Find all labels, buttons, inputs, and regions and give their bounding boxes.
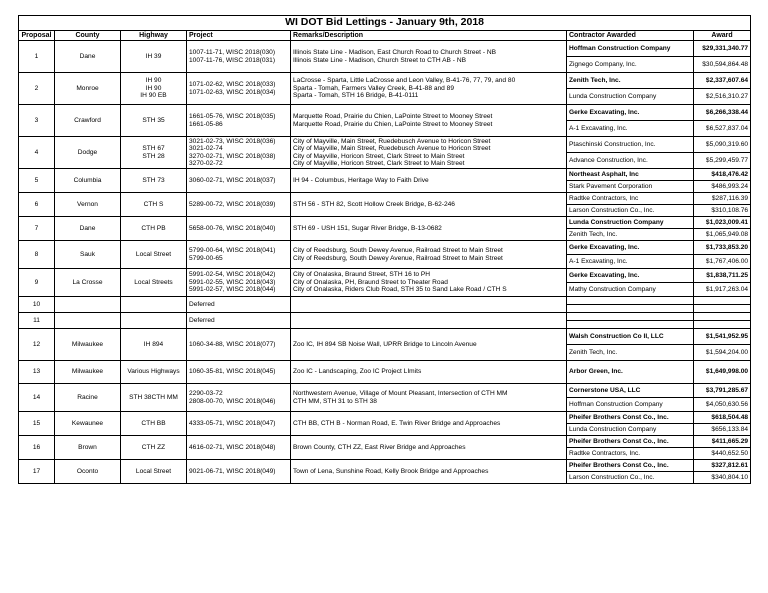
remarks-line: Zoo IC, IH 894 SB Noise Wall, UPRR Bridge to Lincoln Avenue (293, 340, 477, 348)
highway-line: IH 39 (145, 52, 162, 60)
award-cell: $411,665.29 (694, 436, 751, 448)
header-contractor: Contractor Awarded (567, 31, 694, 41)
contractor-cell: Gerke Excavating, Inc. (567, 241, 694, 255)
highway-line: STH 28 (142, 152, 165, 160)
proposal-cell: 5 (19, 169, 55, 193)
table-row (19, 41, 751, 57)
header-highway: Highway (121, 31, 187, 41)
award-cell: $2,337,607.64 (694, 73, 751, 89)
project-cell (187, 436, 291, 460)
table-row (19, 297, 751, 305)
project-cell (187, 329, 291, 361)
project-line: 5799-00-65 (189, 254, 223, 262)
highway-cell (121, 412, 187, 436)
remarks-line: City of Onalaska, Braund Street, STH 16 to PH (293, 271, 431, 279)
project-cell (187, 193, 291, 217)
award-cell: $2,516,310.27 (694, 89, 751, 105)
contractor-cell (567, 321, 694, 329)
contractor-cell: Zenith Tech, Inc. (567, 229, 694, 241)
contractor-cell: Pheifer Brothers Const Co., Inc. (567, 436, 694, 448)
table-row (19, 384, 751, 398)
highway-line: STH 35 (142, 116, 165, 124)
contractor-cell: Hoffman Construction Company (567, 41, 694, 57)
contractor-cell: A-1 Excavating, Inc. (567, 255, 694, 269)
project-cell (187, 361, 291, 384)
remarks-line: Northwestern Avenue, Village of Mount Pleasant, Intersection of CTH MM (293, 390, 508, 398)
award-cell (694, 297, 751, 305)
remarks-line: City of Onalaska, PH, Braund Street to Theater Road (293, 278, 448, 286)
proposal-cell: 12 (19, 329, 55, 361)
project-line: 5289-00-72, WISC 2018(039) (189, 200, 276, 208)
project-line: 3270-02-71, WISC 2018(038) (189, 152, 276, 160)
highway-cell (121, 169, 187, 193)
table-row (19, 436, 751, 448)
project-line: 2290-03-72 (189, 390, 223, 398)
table-row (19, 329, 751, 345)
proposal-cell: 16 (19, 436, 55, 460)
remarks-line: Marquette Road, Prairie du Chien, LaPointe Street to Mooney Street (293, 120, 493, 128)
contractor-cell: Gerke Excavating, Inc. (567, 105, 694, 121)
county-cell (55, 313, 121, 329)
award-cell: $618,504.48 (694, 412, 751, 424)
remarks-cell (291, 241, 567, 269)
award-cell: $1,917,263.04 (694, 283, 751, 297)
highway-line: IH 90 (145, 77, 162, 85)
contractor-cell (567, 297, 694, 305)
highway-cell (121, 105, 187, 137)
project-cell (187, 460, 291, 484)
remarks-line: City of Mayville, Horicon Street, Clark Street to Main Street (293, 152, 465, 160)
proposal-cell: 13 (19, 361, 55, 384)
highway-line: Local Streets (134, 278, 173, 286)
highway-line: STH 38CTH MM (129, 393, 178, 401)
county-cell: Oconto (55, 460, 121, 484)
highway-line: STH 67 (142, 145, 165, 153)
highway-cell (121, 384, 187, 412)
remarks-line: City of Reedsburg, South Dewey Avenue, Railroad Street to Main Street (293, 254, 503, 262)
project-cell (187, 105, 291, 137)
table-row (19, 313, 751, 321)
remarks-cell (291, 41, 567, 73)
project-line: 3021-02-73, WISC 2018(036) (189, 137, 276, 145)
contractor-cell: A-1 Excavating, Inc. (567, 121, 694, 137)
contractor-cell: Radtke Contractors, Inc (567, 193, 694, 205)
remarks-line: City of Mayville, Main Street, Ruedebusch Avenue to Horicon Street (293, 145, 491, 153)
project-cell (187, 73, 291, 105)
project-line: Deferred (189, 316, 215, 324)
county-cell: Sauk (55, 241, 121, 269)
proposal-cell: 1 (19, 41, 55, 73)
contractor-cell: Ptaschinski Construction, Inc. (567, 137, 694, 153)
contractor-cell: Larson Construction Co., Inc. (567, 472, 694, 484)
remarks-line: Illinois State Line - Madison, Church Street to CTH AB - NB (293, 56, 466, 64)
project-line: 1071-02-63, WISC 2018(034) (189, 88, 276, 96)
county-cell: Kewaunee (55, 412, 121, 436)
proposal-cell: 14 (19, 384, 55, 412)
award-cell: $440,652.50 (694, 448, 751, 460)
remarks-cell (291, 329, 567, 361)
project-line: 1060-34-88, WISC 2018(077) (189, 340, 276, 348)
highway-line: CTH S (143, 200, 164, 208)
contractor-cell: Zenith Tech, Inc. (567, 73, 694, 89)
award-cell: $4,050,630.56 (694, 398, 751, 412)
project-cell (187, 137, 291, 169)
county-cell: Crawford (55, 105, 121, 137)
project-line: 4333-05-71, WISC 2018(047) (189, 419, 276, 427)
contractor-cell: Larson Construction Co., Inc. (567, 205, 694, 217)
highway-line: Local Street (135, 467, 172, 475)
remarks-cell (291, 105, 567, 137)
table-row (19, 269, 751, 283)
table-row (19, 193, 751, 205)
proposal-cell: 6 (19, 193, 55, 217)
remarks-cell (291, 436, 567, 460)
contractor-cell (567, 305, 694, 313)
remarks-cell (291, 269, 567, 297)
county-cell: Columbia (55, 169, 121, 193)
project-line: 3270-02-72 (189, 159, 223, 167)
header-project: Project (187, 31, 291, 41)
table-row (19, 241, 751, 255)
remarks-cell (291, 412, 567, 436)
highway-cell (121, 329, 187, 361)
remarks-line: IH 94 - Columbus, Heritage Way to Faith Drive (293, 176, 429, 184)
contractor-cell: Mathy Construction Company (567, 283, 694, 297)
project-cell (187, 412, 291, 436)
county-cell: Milwaukee (55, 329, 121, 361)
award-cell: $1,023,009.41 (694, 217, 751, 229)
award-cell: $418,476.42 (694, 169, 751, 181)
contractor-cell: Zenith Tech, Inc. (567, 345, 694, 361)
county-cell: Racine (55, 384, 121, 412)
award-cell: $30,594,864.48 (694, 57, 751, 73)
remarks-cell (291, 313, 567, 329)
remarks-line: Brown County, CTH ZZ, East River Bridge and Approaches (293, 443, 466, 451)
proposal-cell: 2 (19, 73, 55, 105)
project-line: 1007-11-76, WISC 2018(031) (189, 56, 276, 64)
county-cell: Dane (55, 41, 121, 73)
remarks-cell (291, 384, 567, 412)
remarks-line: City of Mayville, Horicon Street, Clark Street to Main Street (293, 159, 465, 167)
remarks-line: STH 69 - USH 151, Sugar River Bridge, B-13-0682 (293, 224, 442, 232)
project-line: 1661-05-86 (189, 120, 223, 128)
proposal-cell: 17 (19, 460, 55, 484)
county-cell: Brown (55, 436, 121, 460)
proposal-cell: 10 (19, 297, 55, 313)
county-cell: Dane (55, 217, 121, 241)
header-award: Award (694, 31, 751, 41)
highway-cell (121, 217, 187, 241)
remarks-line: City of Onalaska, Riders Club Road, STH 35 to Sand Lake Road / CTH S (293, 286, 507, 294)
remarks-line: City of Reedsburg, South Dewey Avenue, Railroad Street to Main Street (293, 247, 503, 255)
project-cell (187, 41, 291, 73)
remarks-cell (291, 169, 567, 193)
highway-line: IH 90 EB (140, 92, 167, 100)
award-cell: $1,733,853.20 (694, 241, 751, 255)
contractor-cell: Lunda Construction Company (567, 424, 694, 436)
highway-cell (121, 460, 187, 484)
project-line: 2808-00-70, WISC 2018(046) (189, 397, 276, 405)
bid-lettings-table (18, 15, 751, 484)
highway-cell (121, 241, 187, 269)
highway-line: IH 90 (145, 84, 162, 92)
table-row (19, 412, 751, 424)
county-cell: Vernon (55, 193, 121, 217)
table-row (19, 105, 751, 121)
bid-lettings-sheet (18, 15, 750, 484)
contractor-cell: Advance Construction, Inc. (567, 153, 694, 169)
project-line: 4616-02-71, WISC 2018(048) (189, 443, 276, 451)
contractor-cell: Zignego Company, Inc. (567, 57, 694, 73)
award-cell: $6,527,837.04 (694, 121, 751, 137)
highway-cell (121, 436, 187, 460)
project-cell (187, 297, 291, 313)
highway-cell (121, 193, 187, 217)
remarks-line: STH 56 - STH 82, Scott Hollow Creek Bridge, B-62-246 (293, 200, 455, 208)
highway-line: Local Street (135, 250, 172, 258)
highway-cell (121, 361, 187, 384)
highway-cell (121, 313, 187, 329)
header-proposal: Proposal (19, 31, 55, 41)
contractor-cell: Lunda Construction Company (567, 89, 694, 105)
project-cell (187, 241, 291, 269)
contractor-cell: Stark Pavement Corporation (567, 181, 694, 193)
project-line: 5991-02-55, WISC 2018(043) (189, 278, 276, 286)
contractor-cell: Cornerstone USA, LLC (567, 384, 694, 398)
project-cell (187, 313, 291, 329)
project-line: 5991-02-54, WISC 2018(042) (189, 271, 276, 279)
county-cell: La Crosse (55, 269, 121, 297)
remarks-line: CTH BB, CTH B - Norman Road, E. Twin River Bridge and Approaches (293, 419, 501, 427)
highway-cell (121, 73, 187, 105)
remarks-line: LaCrosse - Sparta, Little LaCrosse and Leon Valley, B-41-76, 77, 79, and 80 (293, 77, 516, 85)
award-cell: $1,838,711.25 (694, 269, 751, 283)
remarks-line: Sparta - Tomah, Farmers Valley Creek, B-41-88 and 89 (293, 84, 455, 92)
award-cell: $1,594,204.00 (694, 345, 751, 361)
highway-cell (121, 137, 187, 169)
highway-cell (121, 269, 187, 297)
proposal-cell: 9 (19, 269, 55, 297)
award-cell: $5,299,459.77 (694, 153, 751, 169)
project-line: 1060-35-81, WISC 2018(045) (189, 368, 276, 376)
remarks-line: CTH MM, STH 31 to STH 38 (293, 397, 377, 405)
award-cell: $3,791,285.67 (694, 384, 751, 398)
header-remarks: Remarks/Description (291, 31, 567, 41)
project-line: 5658-00-76, WISC 2018(040) (189, 224, 276, 232)
contractor-cell: Walsh Construction Co II, LLC (567, 329, 694, 345)
remarks-line: Marquette Road, Prairie du Chien, LaPointe Street to Mooney Street (293, 113, 493, 121)
award-cell: $5,090,319.60 (694, 137, 751, 153)
county-cell: Monroe (55, 73, 121, 105)
award-cell: $340,804.10 (694, 472, 751, 484)
contractor-cell: Hoffman Construction Company (567, 398, 694, 412)
remarks-cell (291, 193, 567, 217)
project-line: 3021-02-74 (189, 145, 223, 153)
highway-line: IH 894 (143, 340, 164, 348)
project-line: 3060-02-71, WISC 2018(037) (189, 176, 276, 184)
contractor-cell: Radtke Contractors, Inc. (567, 448, 694, 460)
proposal-cell: 7 (19, 217, 55, 241)
table-row (19, 460, 751, 472)
header-county: County (55, 31, 121, 41)
award-cell (694, 313, 751, 321)
award-cell: $1,767,406.00 (694, 255, 751, 269)
table-row (19, 217, 751, 229)
highway-cell (121, 41, 187, 73)
project-line: 1661-05-76, WISC 2018(035) (189, 113, 276, 121)
project-line: 5799-00-64, WISC 2018(041) (189, 247, 276, 255)
table-row (19, 169, 751, 181)
project-line: 1071-02-62, WISC 2018(033) (189, 81, 276, 89)
remarks-line: Town of Lena, Sunshine Road, Kelly Brook Bridge and Approaches (293, 467, 489, 475)
highway-line: CTH ZZ (141, 443, 166, 451)
award-cell: $287,116.39 (694, 193, 751, 205)
highway-line: CTH PB (141, 224, 166, 232)
table-row (19, 137, 751, 153)
county-cell: Dodge (55, 137, 121, 169)
project-line: 9021-06-71, WISC 2018(049) (189, 467, 276, 475)
project-line: 5991-02-57, WISC 2018(044) (189, 286, 276, 294)
contractor-cell: Gerke Excavating, Inc. (567, 269, 694, 283)
proposal-cell: 8 (19, 241, 55, 269)
contractor-cell (567, 313, 694, 321)
remarks-line: Zoo IC - Landscaping, Zoo IC Project LImits (293, 368, 422, 376)
proposal-cell: 3 (19, 105, 55, 137)
award-cell: $6,266,338.44 (694, 105, 751, 121)
award-cell: $486,993.24 (694, 181, 751, 193)
table-row (19, 73, 751, 89)
remarks-line: City of Mayville, Main Street, Ruedebusch Avenue to Horicon Street (293, 137, 491, 145)
proposal-cell: 15 (19, 412, 55, 436)
project-cell (187, 384, 291, 412)
contractor-cell: Northeast Asphalt, Inc (567, 169, 694, 181)
highway-line: CTH BB (141, 419, 166, 427)
proposal-cell: 4 (19, 137, 55, 169)
remarks-cell (291, 297, 567, 313)
remarks-cell (291, 73, 567, 105)
table-row (19, 361, 751, 384)
award-cell: $656,133.84 (694, 424, 751, 436)
project-line: 1007-11-71, WISC 2018(030) (189, 49, 276, 57)
county-cell (55, 297, 121, 313)
remarks-cell (291, 361, 567, 384)
award-cell: $327,812.61 (694, 460, 751, 472)
award-cell: $310,108.76 (694, 205, 751, 217)
award-cell: $1,065,949.08 (694, 229, 751, 241)
award-cell (694, 305, 751, 313)
project-line: Deferred (189, 300, 215, 308)
county-cell: Milwaukee (55, 361, 121, 384)
proposal-cell: 11 (19, 313, 55, 329)
contractor-cell: Lunda Construction Company (567, 217, 694, 229)
award-cell: $29,331,340.77 (694, 41, 751, 57)
highway-cell (121, 297, 187, 313)
contractor-cell: Pheifer Brothers Const Co., Inc. (567, 412, 694, 424)
award-cell: $1,541,952.95 (694, 329, 751, 345)
remarks-cell (291, 137, 567, 169)
project-cell (187, 269, 291, 297)
contractor-cell: Pheifer Brothers Const Co., Inc. (567, 460, 694, 472)
page-title: WI DOT Bid Lettings - January 9th, 2018 (19, 16, 751, 31)
remarks-line: Sparta - Tomah, STH 16 Bridge, B-41-0111 (293, 92, 419, 100)
remarks-cell (291, 217, 567, 241)
award-cell (694, 321, 751, 329)
award-cell: $1,649,998.00 (694, 361, 751, 384)
remarks-cell (291, 460, 567, 484)
highway-line: STH 73 (142, 176, 165, 184)
highway-line: Various Highways (127, 368, 180, 376)
project-cell (187, 169, 291, 193)
remarks-line: Illinois State Line - Madison, East Church Road to Church Street - NB (293, 49, 497, 57)
contractor-cell: Arbor Green, Inc. (567, 361, 694, 384)
table-body (19, 41, 751, 484)
project-cell (187, 217, 291, 241)
